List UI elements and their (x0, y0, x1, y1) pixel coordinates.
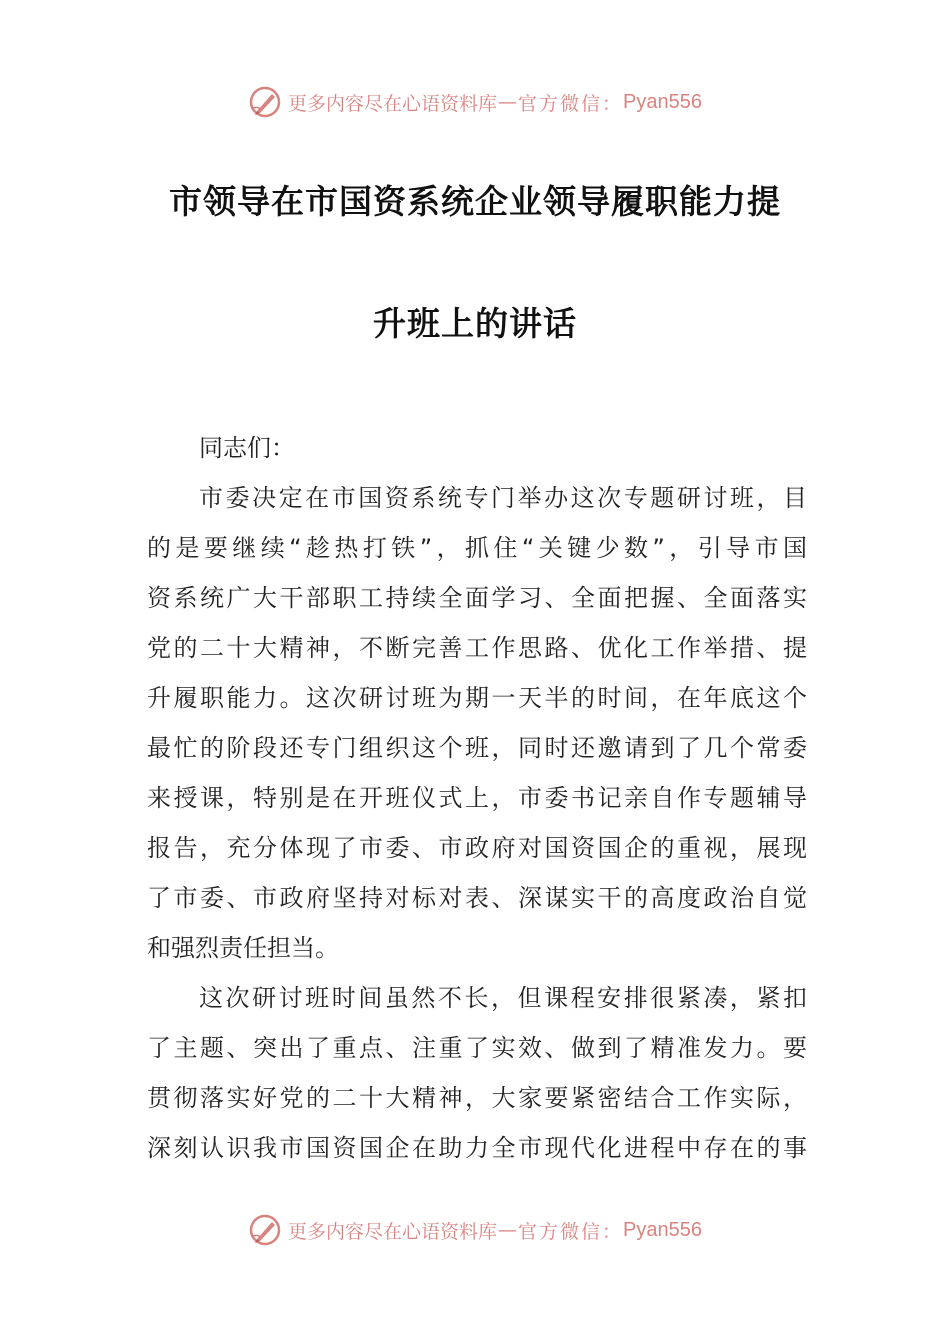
body-line: 来授课，特别是在开班仪式上，市委书记亲自作专题辅导 (147, 784, 807, 812)
body-line: 升履职能力。这次研讨班为期一天半的时间，在年底这个 (147, 684, 807, 712)
body-line: 贯彻落实好党的二十大精神，大家要紧密结合工作实际， (147, 1084, 807, 1112)
greeting: 同志们： (199, 434, 295, 462)
body-line: 了主题、突出了重点、注重了实效、做到了精准发力。要 (147, 1034, 807, 1062)
body-line: 报告，充分体现了市委、市政府对国资国企的重视，展现 (147, 834, 807, 862)
document-title-line-1: 市领导在市国资系统企业领导履职能力提 (169, 182, 781, 221)
body-line: 的是要继续“趁热打铁”，抓住“关键少数”，引导市国 (147, 534, 807, 562)
watermark-dash: — (498, 91, 518, 113)
body-line: 和强烈责任担当。 (147, 934, 339, 962)
watermark-wechat-id: Pyan556 (623, 90, 702, 113)
body-line: 了市委、市政府坚持对标对表、深谋实干的高度政治自觉 (147, 884, 807, 912)
watermark-subtext: 官方微信： (518, 92, 624, 115)
document-title-line-2: 升班上的讲话 (373, 304, 577, 343)
body-line: 市委决定在市国资系统专门举办这次专题研讨班，目 (199, 484, 807, 512)
pen-logo-icon (248, 1213, 282, 1247)
watermark-subtext: 官方微信： (518, 1220, 624, 1243)
body-line: 深刻认识我市国资国企在助力全市现代化进程中存在的事 (147, 1134, 807, 1162)
watermark-dash: — (498, 1219, 518, 1241)
pen-logo-icon (248, 85, 282, 119)
body-line: 资系统广大干部职工持续全面学习、全面把握、全面落实 (147, 584, 807, 612)
watermark-text: 更多内容尽在心语资料库 (288, 1220, 498, 1243)
body-line: 最忙的阶段还专门组织这个班，同时还邀请到了几个常委 (147, 734, 807, 762)
watermark-text: 更多内容尽在心语资料库 (288, 92, 498, 115)
watermark-header (0, 82, 950, 122)
watermark-wechat-id: Pyan556 (623, 1218, 702, 1241)
body-line: 这次研讨班时间虽然不长，但课程安排很紧凑，紧扣 (199, 984, 807, 1012)
watermark-footer (0, 1210, 950, 1250)
body-line: 党的二十大精神，不断完善工作思路、优化工作举措、提 (147, 634, 807, 662)
